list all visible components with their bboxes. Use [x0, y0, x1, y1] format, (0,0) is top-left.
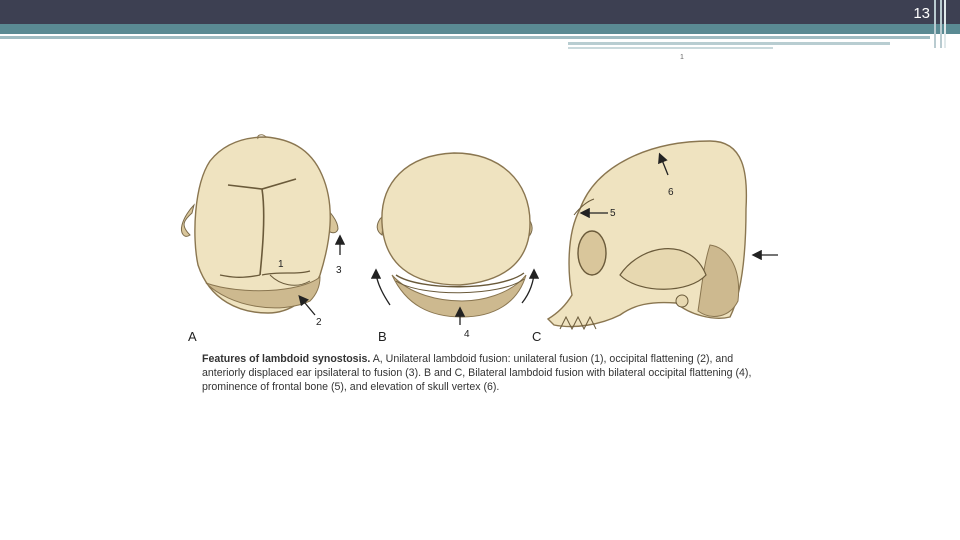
slide-top-bar — [0, 0, 960, 24]
callout-2: 2 — [316, 317, 322, 328]
callout-5: 5 — [610, 208, 616, 219]
figure-caption — [202, 352, 762, 394]
skull-c-lateral — [548, 141, 746, 329]
small-mark: 1 — [680, 54, 684, 61]
slide-page-number: 13 — [913, 5, 930, 22]
decorative-line — [568, 42, 890, 45]
slide-accent-band — [0, 24, 960, 34]
panel-label-a: A — [188, 329, 197, 344]
caption-body: A, Unilateral lambdoid fusion: unilateral fusion (1), occipital flattening (2), and anteriorly displaced ear ipsilateral to fusion (3). B and C, Bilateral lambdoid fusion with bilateral occipital flattening (4), prominence of frontal bone (5), and elevation of skull vertex (6). — [202, 353, 752, 393]
callout-1: 1 — [278, 259, 284, 270]
skull-illustration — [170, 125, 790, 350]
skull-a — [181, 135, 338, 313]
decorative-vertical-line — [940, 0, 942, 48]
panel-label-b: B — [378, 329, 387, 344]
caption-title: Features of lambdoid synostosis. — [202, 353, 371, 365]
decorative-vertical-line — [944, 0, 946, 48]
callout-4: 4 — [464, 329, 470, 340]
skull-b — [377, 153, 532, 317]
decorative-line — [568, 47, 773, 49]
decorative-line — [0, 36, 930, 39]
decorative-vertical-line — [934, 0, 936, 48]
panel-label-c: C — [532, 329, 542, 344]
callout-3: 3 — [336, 265, 342, 276]
callout-6: 6 — [668, 187, 674, 198]
